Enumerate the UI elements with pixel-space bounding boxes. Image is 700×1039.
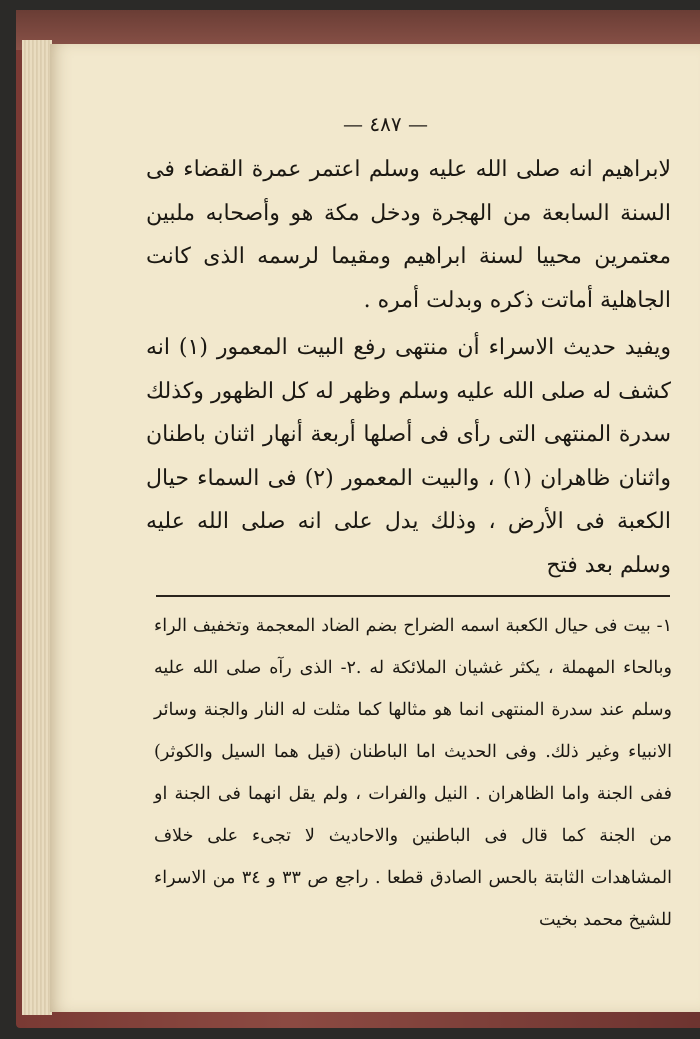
footnote-text: ١- بيت فى حيال الكعبة اسمه الضراح بضم الضاد المعجمة وتخفيف الراء وبالحاء المهملة ، يكثر غشيان الملائكة له .٢- الذى رآه صلى الله عليه وسلم عند سدرة المنتهى انما هو مثالها كما مثلت له النار والجنة وسائر الانبياء وغير ذلك. وفى الحديث اما الباطنان (قيل هما السيل والكوثر) ففى الجنة واما الظاهران . النيل والفرات ، ولم يقل انهما فى الجنة او من الجنة كما قال فى الباطنين والاحاديث لا تجىء على خلاف المشاهدات الثابتة بالحس الصادق قطعا . راجع ص ٣٣ و ٣٤ من الاسراء للشيخ محمد بخيت bbox=[154, 616, 672, 930]
footnotes bbox=[154, 605, 672, 941]
footnote-divider bbox=[156, 595, 670, 597]
paragraph-1: لابراهيم انه صلى الله عليه وسلم اعتمر عمرة القضاء فى السنة السابعة من الهجرة ودخل مكة هو وأصحابه ملبين معتمرين محييا لسنة ابراهيم ومقيما لرسمه الذى كانت الجاهلية أماتت ذكره وبدلت أمره . bbox=[146, 157, 671, 313]
page-content bbox=[98, 0, 673, 1039]
main-text bbox=[146, 148, 671, 587]
paragraph-2: ويفيد حديث الاسراء أن منتهى رفع البيت المعمور (١) انه كشف له صلى الله عليه وسلم وظهر له كل الظهور وكذلك سدرة المنتهى التى رأى فى أصلها أربعة أنهار اثنان باطنان واثنان ظاهران (١) ، والبيت المعمور (٢) فى السماء حيال الكعبة فى الأرض ، وذلك يدل على انه صلى الله عليه وسلم بعد فتح bbox=[146, 335, 671, 578]
page-number: — ٤٨٧ — bbox=[343, 112, 428, 136]
page-edges bbox=[22, 40, 52, 1015]
